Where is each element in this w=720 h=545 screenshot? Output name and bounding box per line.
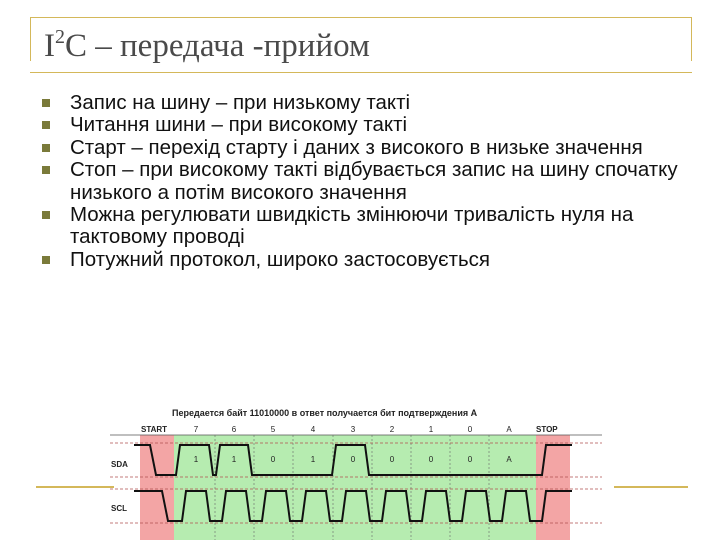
- bullet-list: [42, 92, 682, 271]
- bottom-rule-right: [614, 486, 688, 488]
- bottom-rule-left: [36, 486, 114, 488]
- right-rule: [691, 17, 692, 61]
- bullet-square-icon: [42, 166, 50, 174]
- bullet-square-icon: [42, 211, 50, 219]
- sda-bit-value: 0: [467, 455, 473, 464]
- bullet-square-icon: [42, 144, 50, 152]
- left-rule: [30, 17, 31, 61]
- sda-bit-value: 0: [428, 455, 434, 464]
- bullet-square-icon: [42, 121, 50, 129]
- sda-bit-value: 0: [350, 455, 356, 464]
- bit-number-row: [194, 425, 513, 434]
- bullet-item: Стоп – при високому такті відбувається запис на шину спочатку низького а потім високого значення: [42, 159, 682, 204]
- bullet-item: Запис на шину – при низькому такті: [42, 92, 682, 114]
- bit-number: 4: [310, 425, 316, 434]
- stop-label: STOP: [536, 425, 558, 434]
- sda-bit-value: 0: [389, 455, 395, 464]
- sda-bit-value: 1: [310, 455, 316, 464]
- bit-number: 6: [231, 425, 237, 434]
- sda-bit-value: 1: [231, 455, 237, 464]
- bit-number: 2: [389, 425, 395, 434]
- scl-label: SCL: [111, 504, 127, 513]
- start-zone: [140, 435, 174, 540]
- diagram-caption: Передается байт 11010000 в ответ получается бит подтверждения A: [172, 408, 478, 418]
- data-zone: [174, 435, 536, 540]
- bullet-item: Потужний протокол, широко застосовується: [42, 249, 682, 271]
- bit-number: 3: [350, 425, 356, 434]
- title-underline: [30, 72, 692, 73]
- sda-bit-value: 0: [270, 455, 276, 464]
- slide-title: $I^2C$ – передача -прийом: [44, 26, 370, 64]
- bullet-square-icon: [42, 99, 50, 107]
- start-label: START: [141, 425, 168, 434]
- bit-number: 5: [270, 425, 276, 434]
- sda-bit-value: 1: [193, 455, 199, 464]
- bullet-item: Старт – перехід старту і даних з високого в низьке значення: [42, 137, 682, 159]
- sda-bit-value: A: [506, 455, 512, 464]
- bullet-item: Читання шини – при високому такті: [42, 114, 682, 136]
- stop-zone: [536, 435, 570, 540]
- sda-label: SDA: [111, 460, 128, 469]
- i2c-timing-diagram: [110, 405, 602, 540]
- top-rule: [30, 17, 692, 18]
- bit-number: A: [506, 425, 512, 434]
- bit-number: 0: [467, 425, 473, 434]
- bit-number: 7: [193, 425, 199, 434]
- bit-number: 1: [428, 425, 434, 434]
- bullet-square-icon: [42, 256, 50, 264]
- bullet-item: Можна регулювати швидкість змінюючи тривалість нуля на тактовому проводі: [42, 204, 682, 249]
